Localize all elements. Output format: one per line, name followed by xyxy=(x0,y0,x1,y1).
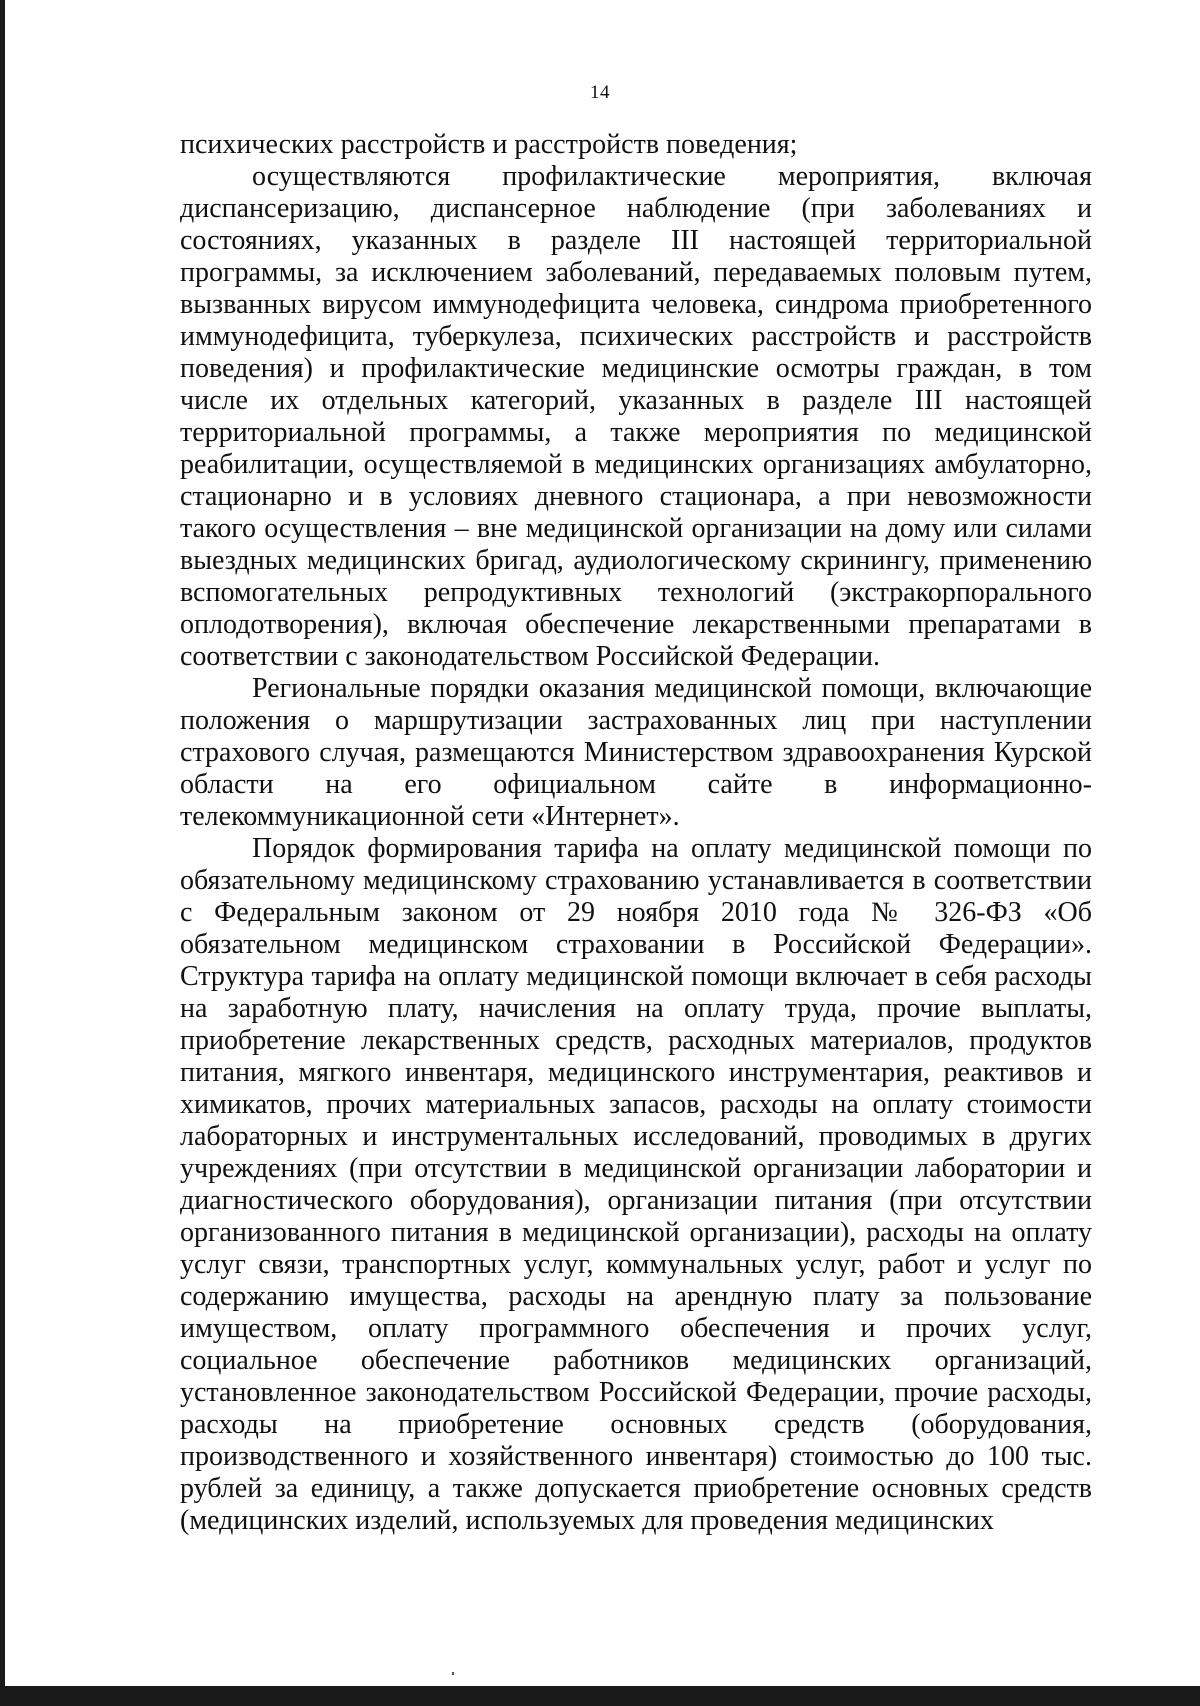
paragraph-preventive-measures: осуществляются профилактические мероприятия, включая диспансеризацию, диспансерное наблюдение (при заболеваниях и состояниях, указанных в разделе III настоящей территориальной программы, за исключением заболеваний, передаваемых половым путем, вызванных вирусом иммунодефицита человека, синдрома приобретенного иммунодефицита, туберкулеза, психических расстройств и расстройств поведения) и профилактические медицинские осмотры граждан, в том числе их отдельных категорий, указанных в разделе III настоящей территориальной программы, а также мероприятия по медицинской реабилитации, осуществляемой в медицинских организациях амбулаторно, стационарно и в условиях дневного стационара, а при невозможности такого осуществления – вне медицинской организации на дому или силами выездных медицинских бригад, аудиологическому скринингу, применению вспомогательных репродуктивных технологий (экстракорпорального оплодотворения), включая обеспечение лекарственными препаратами в соответствии с законодательством Российской Федерации. xyxy=(180,161,1092,672)
paragraph-regional-procedures: Региональные порядки оказания медицинской помощи, включающие положения о маршрутизации застрахованных лиц при наступлении страхового случая, размещаются Министерством здравоохранения Курской области на его официальном сайте в информационно-телекоммуникационной сети «Интернет». xyxy=(180,673,1092,832)
paragraph-tariff-structure: Порядок формирования тарифа на оплату медицинской помощи по обязательному медицинскому страхованию устанавливается в соответствии с Федеральным законом от 29 ноября 2010 года № 326-ФЗ «Об обязательном медицинском страховании в Российской Федерации». Структура тарифа на оплату медицинской помощи включает в себя расходы на заработную плату, начисления на оплату труда, прочие выплаты, приобретение лекарственных средств, расходных материалов, продуктов питания, мягкого инвентаря, медицинского инструментария, реактивов и химикатов, прочих материальных запасов, расходы на оплату стоимости лабораторных и инструментальных исследований, проводимых в других учреждениях (при отсутствии в медицинской организации лаборатории и диагностического оборудования), организации питания (при отсутствии организованного питания в медицинской организации), расходы на оплату услуг связи, транспортных услуг, коммунальных услуг, работ и услуг по содержанию имущества, расходы на арендную плату за пользование имуществом, оплату программного обеспечения и прочих услуг, социальное обеспечение работников медицинских организаций, установленное законодательством Российской Федерации, прочие расходы, расходы на приобретение основных средств (оборудования, производственного и хозяйственного инвентаря) стоимостью до 100 тыс. рублей за единицу, а также допускается приобретение основных средств (медицинских изделий, используемых для проведения медицинских xyxy=(180,833,1092,1536)
scan-speck xyxy=(452,1672,454,1675)
paragraph-continuation: психических расстройств и расстройств поведения; xyxy=(180,129,798,160)
document-body xyxy=(180,129,1092,1537)
scan-bottom-edge xyxy=(0,1686,1200,1706)
page-number: 14 xyxy=(590,82,610,103)
scan-left-edge xyxy=(0,0,5,1706)
